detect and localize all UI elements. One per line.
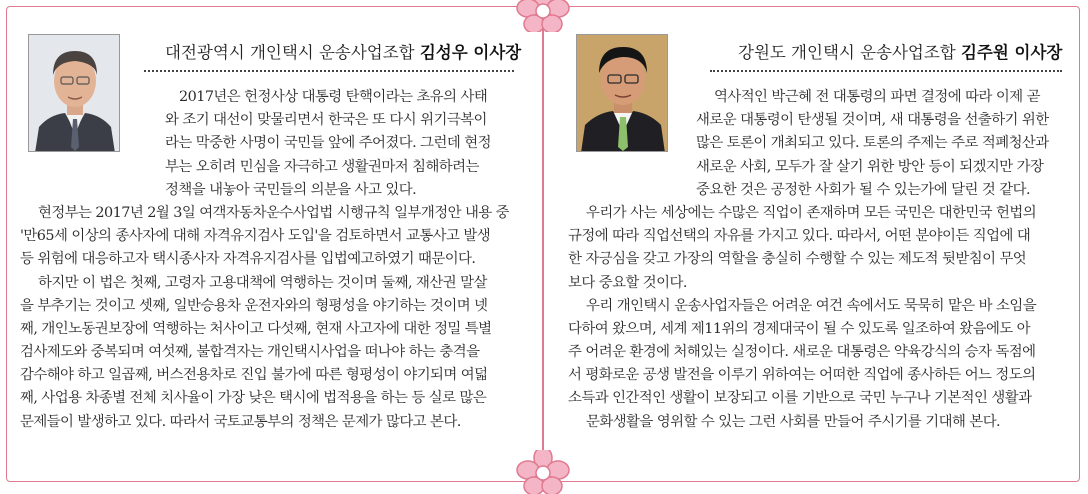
article-heading (165, 40, 521, 66)
left-article (20, 0, 525, 490)
text-line: 부는 오히려 민심을 자극하고 생활권마저 침해하려는 (165, 158, 479, 175)
text-line: 서 평화로운 공생 발전을 이루기 위하여는 어떠한 직업에 종사하든 어느 정도의 (568, 367, 1036, 384)
text-line: 와 조기 대선이 맞물리면서 한국은 또 다시 위기극복이 (165, 112, 487, 129)
dotted-rule (144, 70, 514, 72)
text-line: 소득과 인간적인 생활이 보장되고 이를 기반으로 국민 누구나 기본적인 생활과 (568, 390, 1032, 407)
dotted-rule (710, 70, 1062, 72)
article-body (20, 86, 525, 434)
article-heading (738, 40, 1062, 66)
text-line: 우리가 사는 세상에는 수많은 직업이 존재하며 모든 국민은 대한민국 헌법의 (586, 204, 1037, 221)
text-line: 등 위험에 대응하고자 택시종사자 자격유지검사를 입법예고하였기 때문이다. (20, 251, 476, 268)
organization-title: 강원도 개인택시 운송사업조합 (738, 43, 956, 62)
text-line: 중요한 것은 공정한 사회가 될 수 있는가에 달린 것 같다. (696, 181, 1030, 198)
text-line: 정책을 내놓아 국민들의 의분을 사고 있다. (165, 181, 417, 198)
text-line: 감수해야 하고 일곱째, 버스전용차로 진입 불가에 따른 형평성이 야기되며 여덟 (20, 367, 488, 384)
text-line: 한 자긍심을 갖고 가장의 역할을 충실히 수행할 수 있는 제도적 뒷받침이 무엇 (568, 251, 1027, 268)
text-line: 우리 개인택시 운송사업자들은 어려운 여건 속에서도 묵묵히 맡은 바 소임을 (586, 297, 1037, 314)
organization-title: 대전광역시 개인택시 운송사업조합 (165, 43, 415, 62)
author-name: 김성우 이사장 (419, 43, 522, 62)
column-divider (542, 20, 544, 470)
author-name: 김주원 이사장 (960, 43, 1063, 62)
text-line: 째, 사업용 차종별 전체 치사율이 가장 낮은 택시에 법적용을 하는 등 실로 많은 (20, 390, 487, 407)
right-article (568, 0, 1068, 490)
text-line: 째, 개인노동권보장에 역행하는 처사이고 다섯째, 현재 사고자에 대한 정밀 특별 (20, 320, 492, 337)
text-line: 다하여 왔으며, 세계 제11위의 경제대국이 될 수 있도록 일조하여 왔음에도 아 (568, 320, 1031, 337)
text-line: 2017년은 헌정사상 대통령 탄핵이라는 초유의 사태 (179, 89, 488, 105)
article-body (568, 86, 1068, 434)
text-line: 하지만 이 법은 첫째, 고령자 고용대책에 역행하는 것이며 둘째, 재산권 말살 (38, 274, 487, 291)
text-line: 보다 중요할 것이다. (568, 274, 687, 291)
text-line: 주 어려운 환경에 처해있는 실정이다. 새로운 대통령은 약육강식의 승자 독점에 (568, 344, 1036, 361)
text-line: 문제들이 발생하고 있다. 따라서 국토교통부의 정책은 문제가 많다고 본다. (20, 413, 461, 430)
text-line: '만65세 이상의 종사자에 대해 자격유지검사 도입'을 검토하면서 교통사고 발생 (20, 228, 491, 245)
text-line: 규정에 따라 직업선택의 자유를 가지고 있다. 따라서, 어떤 분야이든 직업에 대 (568, 228, 1031, 245)
text-line: 검사제도와 중복되며 여섯째, 불합격자는 개인택시사업을 떠나야 하는 충격을 (20, 344, 480, 361)
text-line: 을 부추기는 것이고 셋째, 일반승용차 운전자와의 형평성을 야기하는 것이며 넷 (20, 297, 488, 314)
text-line: 문화생활을 영위할 수 있는 그런 사회를 만들어 주시기를 기대해 본다. (586, 413, 1001, 430)
text-line: 새로운 사회, 모두가 잘 살기 위한 방안 등이 되겠지만 가장 (696, 158, 1044, 175)
text-line: 라는 막중한 사명이 국민들 앞에 주어졌다. 그런데 현정 (165, 135, 491, 152)
text-line: 새로운 대통령이 탄생될 것이며, 새 대통령을 선출하기 위한 (696, 112, 1049, 129)
text-line: 현정부는 2017년 2월 3일 여객자동차운수사업법 시행규칙 일부개정안 내용 중 (38, 204, 510, 221)
text-line: 많은 토론이 개최되고 있다. 토론의 주제는 주로 적폐청산과 (696, 135, 1049, 152)
text-line: 역사적인 박근혜 전 대통령의 파면 결정에 따라 이제 곧 (714, 89, 1040, 105)
